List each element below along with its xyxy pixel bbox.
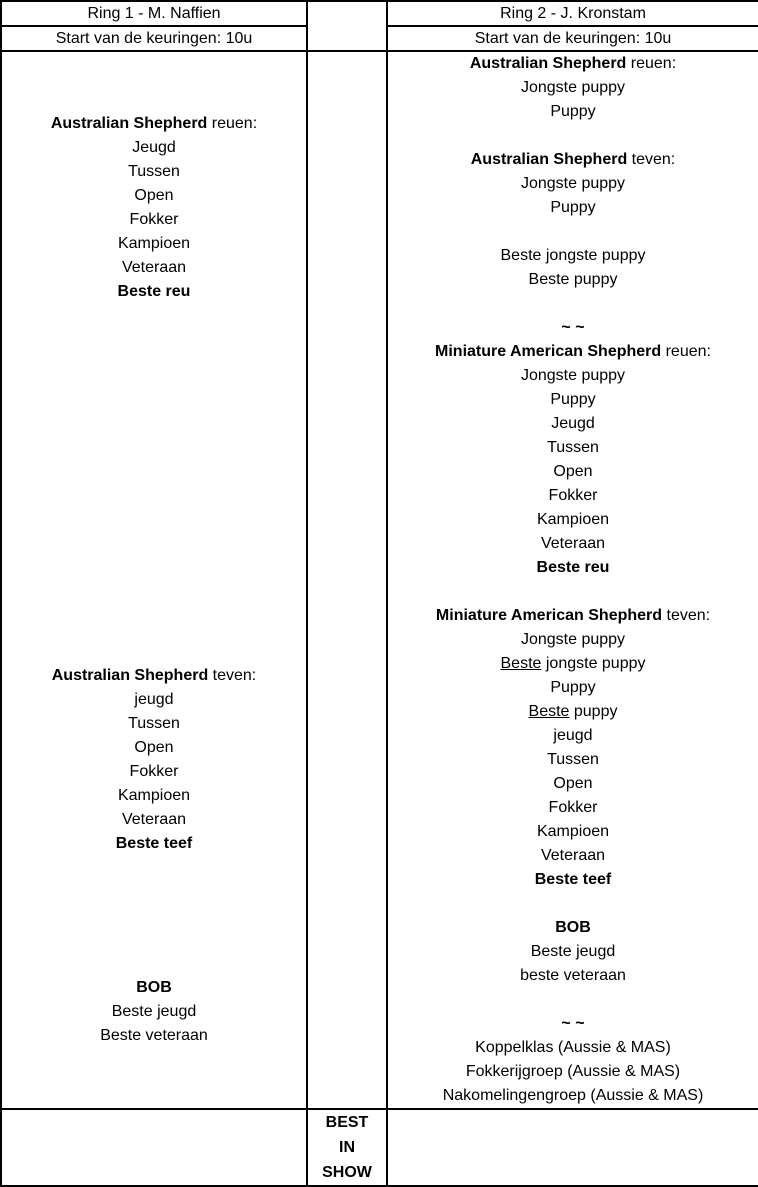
- schedule-line: Beste puppy: [528, 271, 618, 288]
- schedule-line: ~ ~: [561, 1015, 585, 1032]
- schedule-line: [2, 544, 306, 568]
- schedule-line: [2, 496, 306, 520]
- schedule-line: [2, 352, 306, 376]
- schedule-line: Beste reu: [117, 283, 191, 300]
- bis-left-empty-cell: [1, 1109, 307, 1186]
- ring2-start-cell: Start van de keuringen: 10u: [387, 26, 758, 51]
- schedule-line: Tussen: [547, 751, 599, 768]
- schedule-line: Koppelklas (Aussie & MAS): [475, 1039, 671, 1056]
- schedule-line: [388, 220, 758, 244]
- schedule-line: [388, 580, 758, 604]
- schedule-line: [2, 616, 306, 640]
- schedule-line: Open: [134, 187, 174, 204]
- schedule-line: Miniature American Shepherd teven:: [435, 607, 711, 624]
- schedule-line: Puppy: [550, 679, 596, 696]
- schedule-line: Open: [553, 463, 593, 480]
- schedule-line: Beste reu: [536, 559, 610, 576]
- schedule-line: Jongste puppy: [520, 631, 626, 648]
- ring2-header-cell: Ring 2 - J. Kronstam: [387, 1, 758, 26]
- schedule-line: [2, 328, 306, 352]
- schedule-line: Fokker: [129, 211, 179, 228]
- schedule-line: Australian Shepherd reuen:: [50, 115, 258, 132]
- schedule-line: Beste jongste puppy: [500, 247, 646, 264]
- schedule-line: Beste jeugd: [111, 1003, 197, 1020]
- schedule-line: Jongste puppy: [520, 367, 626, 384]
- best-in-show-line: BEST: [325, 1114, 369, 1131]
- best-in-show-line: IN: [339, 1139, 355, 1156]
- schedule-line: Veteraan: [121, 811, 187, 828]
- schedule-line: Fokker: [548, 487, 598, 504]
- schedule-line: Veteraan: [540, 847, 606, 864]
- schedule-line: [2, 880, 306, 904]
- schedule-line: Puppy: [550, 199, 596, 216]
- schedule-line: [388, 292, 758, 316]
- schedule-line: Tussen: [547, 439, 599, 456]
- schedule-line: Open: [134, 739, 174, 756]
- center-top-cell: [307, 1, 387, 51]
- schedule-line: Kampioen: [117, 787, 191, 804]
- schedule-line: [2, 472, 306, 496]
- schedule-line: [2, 304, 306, 328]
- schedule-line: jeugd: [553, 727, 593, 744]
- schedule-line: Beste veteraan: [100, 1027, 208, 1044]
- schedule-line: [2, 424, 306, 448]
- schedule-line: Beste jongste puppy: [500, 655, 646, 672]
- schedule-line: Beste teef: [115, 835, 193, 852]
- schedule-line: Kampioen: [536, 823, 610, 840]
- schedule-line: Open: [553, 775, 593, 792]
- best-in-show-line: SHOW: [322, 1164, 372, 1181]
- schedule-line: Veteraan: [540, 535, 606, 552]
- ring1-content-cell: [1, 51, 307, 1109]
- schedule-line: Jeugd: [551, 415, 595, 432]
- ring2-content-cell: [387, 51, 758, 1109]
- header-row-1: [1, 1, 758, 26]
- schedule-line: Beste puppy: [528, 703, 618, 720]
- schedule-line: [388, 124, 758, 148]
- schedule-line: Puppy: [550, 391, 596, 408]
- schedule-line: [2, 376, 306, 400]
- ring1-start-cell: Start van de keuringen: 10u: [1, 26, 307, 51]
- schedule-line: [2, 928, 306, 952]
- schedule-line: Jongste puppy: [520, 79, 626, 96]
- schedule-line: Tussen: [128, 163, 180, 180]
- schedule-line: Beste jeugd: [530, 943, 616, 960]
- center-spacer-cell: [307, 51, 387, 1109]
- schedule-line: [2, 568, 306, 592]
- schedule-line: Australian Shepherd teven:: [51, 667, 257, 684]
- schedule-line: Beste teef: [534, 871, 612, 888]
- schedule-line: [2, 856, 306, 880]
- schedule-line: [2, 952, 306, 976]
- schedule-line: [2, 904, 306, 928]
- schedule-line: Australian Shepherd teven:: [470, 151, 676, 168]
- schedule-line: Miniature American Shepherd reuen:: [435, 343, 711, 360]
- schedule-line: Australian Shepherd reuen:: [469, 55, 677, 72]
- schedule-line: [2, 400, 306, 424]
- schedule-line: [2, 448, 306, 472]
- schedule-line: Puppy: [550, 103, 596, 120]
- schedule-line: Fokker: [129, 763, 179, 780]
- schedule-line: BOB: [136, 979, 172, 996]
- schedule-line: Veteraan: [121, 259, 187, 276]
- schedule-line: Kampioen: [536, 511, 610, 528]
- schedule-line: [388, 892, 758, 916]
- schedule-line: jeugd: [134, 691, 174, 708]
- schedule-line: [2, 520, 306, 544]
- schedule-line: Nakomelingengroep (Aussie & MAS): [442, 1087, 704, 1104]
- schedule-line: Fokkerijgroep (Aussie & MAS): [465, 1063, 681, 1080]
- schedule-line: Jeugd: [132, 139, 176, 156]
- content-row: [1, 51, 758, 1109]
- schedule-line: beste veteraan: [520, 967, 626, 984]
- schedule-line: Fokker: [548, 799, 598, 816]
- schedule-line: ~ ~: [561, 319, 585, 336]
- bis-right-empty-cell: [387, 1109, 758, 1186]
- schedule-line: [388, 988, 758, 1012]
- best-in-show-cell: [307, 1109, 387, 1186]
- schedule-line: [2, 592, 306, 616]
- schedule-line: Tussen: [128, 715, 180, 732]
- schedule-line: Jongste puppy: [520, 175, 626, 192]
- schedule-line: Kampioen: [117, 235, 191, 252]
- ring1-header-cell: Ring 1 - M. Naffien: [1, 1, 307, 26]
- schedule-line: BOB: [555, 919, 591, 936]
- best-in-show-row: [1, 1109, 758, 1186]
- schedule-line: [2, 640, 306, 664]
